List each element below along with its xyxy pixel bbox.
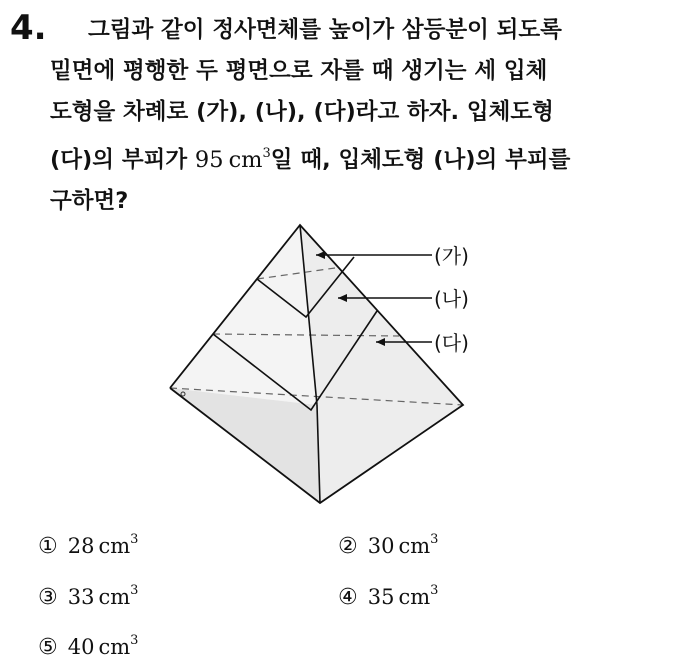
question-line-4-start: (다)의 부피가 xyxy=(50,147,195,173)
choice-5-mark: ⑤ xyxy=(38,635,58,660)
question-line-2: 밑면에 평행한 두 평면으로 자를 때 생기는 세 입체 xyxy=(50,58,548,84)
choice-1[interactable] xyxy=(38,532,138,559)
choice-3-unit: cm xyxy=(98,585,131,609)
choice-4-value: 35 xyxy=(367,585,395,609)
left-face xyxy=(170,225,317,405)
choice-3-exp: 3 xyxy=(130,583,139,598)
choice-3-value: 33 xyxy=(67,585,95,609)
question-line-1: 그림과 같이 정사면체를 높이가 삼등분이 되도록 xyxy=(88,17,562,43)
choice-5-unit: cm xyxy=(98,635,131,659)
choice-4-mark: ④ xyxy=(338,585,358,610)
label-ga: (가) xyxy=(434,244,469,268)
choice-2[interactable] xyxy=(338,532,438,559)
choice-4[interactable] xyxy=(338,583,438,610)
question-line-4-end: 일 때, 입체도형 (나)의 부피를 xyxy=(270,147,571,173)
volume-unit: cm xyxy=(228,147,263,173)
choice-5-value: 40 xyxy=(67,635,95,659)
choice-1-mark: ① xyxy=(38,534,58,559)
choice-2-exp: 3 xyxy=(430,532,439,547)
choice-4-exp: 3 xyxy=(430,583,439,598)
choice-5-exp: 3 xyxy=(130,633,139,648)
choice-1-value: 28 xyxy=(67,534,95,558)
choice-2-unit: cm xyxy=(398,534,431,558)
choice-4-unit: cm xyxy=(398,585,431,609)
label-da: (다) xyxy=(434,331,469,355)
choice-3[interactable] xyxy=(38,583,138,610)
question-line-3: 도형을 차례로 (가), (나), (다)라고 하자. 입체도형 xyxy=(50,99,554,125)
question-number: 4. xyxy=(10,8,47,48)
choice-1-unit: cm xyxy=(98,534,131,558)
choice-1-exp: 3 xyxy=(130,532,139,547)
choice-3-mark: ③ xyxy=(38,585,58,610)
volume-value: 95 xyxy=(194,147,224,173)
question-line-5: 구하면? xyxy=(50,188,129,214)
choice-5[interactable] xyxy=(38,633,138,660)
choice-2-mark: ② xyxy=(338,534,358,559)
label-na: (나) xyxy=(434,287,469,311)
volume-exponent: 3 xyxy=(262,146,271,161)
choice-2-value: 30 xyxy=(367,534,395,558)
